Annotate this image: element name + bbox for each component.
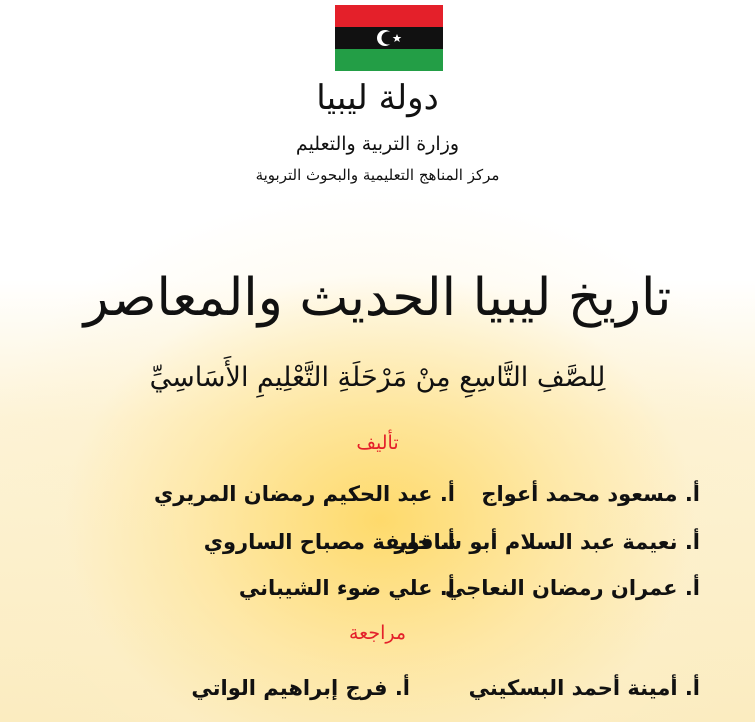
book-title: تاريخ ليبيا الحديث والمعاصر bbox=[83, 268, 672, 328]
author: أ. مسعود محمد أعواج bbox=[481, 482, 700, 506]
libya-flag bbox=[335, 5, 443, 71]
ministry-name: وزارة التربية والتعليم bbox=[295, 133, 460, 155]
reviewer: أ. فرج إبراهيم الواتي bbox=[191, 676, 410, 700]
state-name: دولة ليبيا bbox=[316, 78, 439, 118]
review-label: مراجعة bbox=[348, 622, 407, 644]
crescent-star-icon bbox=[335, 27, 443, 49]
author: أ. خليفة مصباح الساروي bbox=[203, 530, 455, 554]
author: أ. عمران رمضان النعاجي bbox=[444, 576, 700, 600]
author: أ. نعيمة عبد السلام أبو شاقور bbox=[394, 530, 700, 554]
book-subtitle: لِلصَّفِ التَّاسِعِ مِنْ مَرْحَلَةِ التَّعْلِيمِ الأَسَاسِيِّ bbox=[149, 362, 606, 393]
authors-label: تأليف bbox=[356, 432, 399, 454]
reviewer: أ. أمينة أحمد البسكيني bbox=[468, 676, 700, 700]
center-name: مركز المناهج التعليمية والبحوث التربوية bbox=[255, 166, 500, 184]
author: أ. علي ضوء الشيباني bbox=[238, 576, 455, 600]
author: أ. عبد الحكيم رمضان المريري bbox=[154, 482, 455, 506]
